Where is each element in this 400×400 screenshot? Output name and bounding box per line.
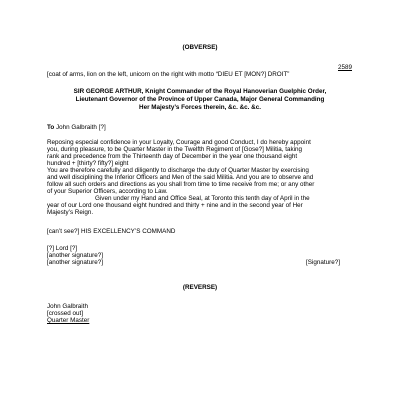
signature-right: [Signature?]: [306, 259, 340, 266]
body-line-5: You are therefore carefully and diligently to discharge the duty of Quarter Master by exercising: [47, 167, 309, 174]
to-label: To: [47, 124, 55, 131]
body-line-9: Given under my Hand and Office Seal, at Toronto this tenth day of April in the: [95, 195, 310, 202]
body-line-11: Majesty’s Reign.: [47, 209, 94, 216]
obverse-heading: (OBVERSE): [182, 44, 218, 51]
signature-line-1: [?] Lord [?]: [47, 245, 78, 252]
addressee-line: [47, 124, 106, 132]
title-line-1: SIR GEORGE ARTHUR, Knight Commander of the Royal Hanoverian Guelphic Order,: [73, 88, 327, 95]
body-line-10: year of our Lord one thousand eight hundred and thirty + nine and in the second year of Her: [47, 202, 303, 209]
signature-line-3: [another signature?]: [47, 259, 104, 266]
title-line-3: Her Majesty’s Forces therein, &c. &c. &c.: [139, 104, 261, 111]
coat-of-arms-note: [coat of arms, lion on the left, unicorn on the right with motto “DIEU ET [MON?] DROIT”: [47, 71, 290, 78]
title-line-2: Lieutenant Governor of the Province of Upper Canada, Major General Commanding: [75, 96, 325, 103]
body-line-1: Reposing especial confidence in your Loyalty, Courage and good Conduct, I do hereby appoint: [47, 139, 311, 146]
reverse-line-2: [crossed out]: [47, 310, 84, 317]
addressee-name: John Galbraith [?]: [55, 124, 106, 131]
document-number: 2589: [337, 64, 352, 71]
body-line-7: follow all such orders and directions as you shall from time to time receive from me; or any other: [47, 181, 315, 188]
body-line-3: rank and precedence from the Thirteenth day of December in the year one thousand eight: [47, 153, 298, 160]
body-line-6: and well disciplining the Inferior Officers and Men of the said Militia. And you are to observe and: [47, 174, 314, 181]
reverse-line-3: Quarter Master: [47, 317, 90, 324]
body-line-8: of your Superior Officers, according to Law.: [47, 188, 168, 195]
body-line-2: you, during pleasure, to be Quarter Master in the Twelfth Regiment of [Gose?] Militia, taking: [47, 146, 303, 153]
signature-line-2: [another signature?]: [47, 252, 104, 259]
reverse-line-1: John Galbraith: [47, 303, 88, 310]
reverse-heading: (REVERSE): [182, 284, 218, 291]
command-line: [can’t see?] HIS EXCELLENCY’S COMMAND: [47, 228, 176, 235]
body-line-4: hundred + [thirty? fifty?] eight: [47, 160, 129, 167]
